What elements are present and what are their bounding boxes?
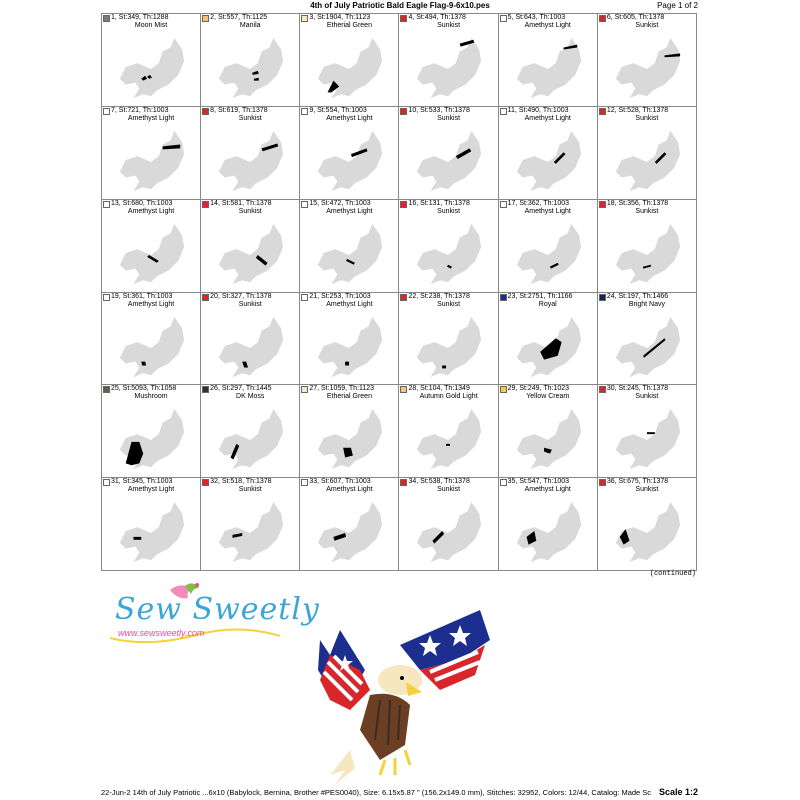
thread-name: Amethyst Light	[326, 300, 373, 308]
thread-name: Manila	[239, 22, 261, 29]
color-stop-cell	[598, 385, 697, 478]
stop-info: 3, St:1904, Th:1123	[309, 14, 371, 21]
thread-name: Sunkist	[437, 207, 461, 215]
color-sequence-grid	[101, 13, 697, 571]
stop-info: 34, St:538, Th:1378	[408, 478, 470, 486]
eagle-silhouette	[213, 496, 287, 568]
stop-info: 28, St:104, Th:1349	[408, 385, 470, 393]
color-stop-cell	[201, 200, 300, 293]
thread-color-swatch	[400, 201, 407, 208]
thread-name: Amethyst Light	[127, 207, 175, 215]
thread-color-swatch	[202, 108, 209, 115]
thread-color-swatch	[400, 386, 407, 393]
scale-label: Scale 1:2	[658, 787, 698, 797]
color-stop-cell	[300, 478, 399, 571]
thread-name: Amethyst Light	[524, 114, 571, 122]
stop-info: 21, St:253, Th:1003	[309, 292, 371, 300]
eagle-design-preview	[310, 600, 500, 790]
color-stop-cell	[300, 107, 399, 200]
eagle-silhouette	[610, 32, 684, 104]
thread-name: Sunkist	[635, 22, 659, 29]
stop-info: 5, St:643, Th:1003	[507, 14, 566, 21]
logo-brand: Sew Sweetly	[115, 592, 320, 627]
color-stop-cell	[201, 385, 300, 478]
thread-name: Amethyst Light	[326, 114, 373, 122]
eagle-silhouette	[411, 311, 485, 383]
thread-color-swatch	[301, 479, 308, 486]
eagle-silhouette	[411, 125, 485, 197]
thread-name: Sunkist	[635, 207, 659, 215]
thread-color-swatch	[301, 15, 308, 22]
eagle-silhouette	[213, 403, 287, 475]
color-stop-cell	[399, 385, 498, 478]
color-stop-cell	[399, 200, 498, 293]
thread-name: Amethyst Light	[127, 300, 175, 308]
eagle-silhouette	[610, 311, 684, 383]
eagle-silhouette	[114, 311, 188, 383]
color-stop-cell	[499, 385, 598, 478]
color-stop-cell	[399, 107, 498, 200]
stop-info: 30, St:245, Th:1378	[606, 385, 669, 393]
stitch-region	[647, 433, 655, 435]
thread-color-swatch	[599, 15, 606, 22]
thread-name: Amethyst Light	[326, 486, 373, 494]
thread-color-swatch	[400, 15, 407, 22]
thread-name: Autumn Gold Light	[419, 393, 478, 401]
eagle-silhouette	[511, 125, 585, 197]
eagle-silhouette	[312, 32, 386, 104]
color-stop-cell	[399, 293, 498, 386]
stop-info: 6, St:605, Th:1378	[606, 14, 665, 21]
stop-info: 18, St:356, Th:1378	[606, 199, 669, 207]
stop-info: 22, St:238, Th:1378	[408, 292, 470, 300]
thread-name: Bright Navy	[628, 300, 665, 308]
thread-color-swatch	[202, 15, 209, 22]
stop-info: 26, St:297, Th:1445	[210, 385, 272, 393]
thread-name: Sunkist	[635, 114, 659, 122]
eagle-silhouette	[114, 32, 188, 104]
stop-info: 25, St:5093, Th:1058	[111, 385, 177, 393]
logo-url: www.sewsweetly.com	[118, 628, 205, 638]
thread-name: Sunkist	[437, 300, 461, 308]
thread-name: Sunkist	[635, 486, 659, 494]
document-title: 4th of July Patriotic Bald Eagle Flag-9-6x10.pes	[310, 1, 490, 10]
thread-name: Sunkist	[635, 393, 659, 401]
color-stop-cell	[499, 107, 598, 200]
color-stop-cell	[102, 385, 201, 478]
thread-color-swatch	[202, 201, 209, 208]
color-stop-cell	[201, 107, 300, 200]
color-stop-cell	[598, 107, 697, 200]
thread-color-swatch	[500, 108, 507, 115]
thread-name: Etherial Green	[326, 393, 372, 401]
color-stop-cell	[102, 293, 201, 386]
thread-name: Sunkist	[238, 207, 262, 215]
stop-info: 33, St:607, Th:1003	[309, 478, 371, 486]
thread-color-swatch	[599, 294, 606, 301]
thread-name: Amethyst Light	[524, 486, 571, 494]
thread-name: Sunkist	[238, 114, 262, 122]
thread-color-swatch	[500, 15, 507, 22]
thread-name: Amethyst Light	[127, 114, 175, 122]
eagle-silhouette	[114, 403, 188, 475]
eagle-silhouette	[312, 403, 386, 475]
stop-info: 7, St:721, Th:1003	[111, 106, 169, 114]
stop-info: 2, St:557, Th:1125	[210, 14, 268, 21]
footer-info: 22-Jun-2 14th of July Patriotic ...6x10 (Babylock, Bernina, Brother #PES0040), Size: 6.15x5.87 " (156.2x149.0 mm), Stitches: 32952, Colors: 12/44, Catalog: Made Sc	[101, 788, 652, 797]
eagle-silhouette	[312, 311, 386, 383]
stop-info: 29, St:249, Th:1023	[507, 385, 570, 393]
stop-info: 1, St:349, Th:1288	[111, 14, 169, 21]
color-stop-cell	[499, 293, 598, 386]
thread-color-swatch	[103, 386, 110, 393]
eagle-silhouette	[411, 32, 485, 104]
thread-name: Mushroom	[134, 393, 168, 401]
eagle-silhouette	[610, 125, 684, 197]
thread-name: DK Moss	[236, 393, 265, 401]
thread-color-swatch	[599, 108, 606, 115]
thread-color-swatch	[301, 294, 308, 301]
thread-name: Sunkist	[238, 486, 262, 494]
thread-name: Amethyst Light	[524, 207, 571, 215]
thread-color-swatch	[301, 108, 308, 115]
stop-info: 19, St:361, Th:1003	[111, 292, 173, 300]
stop-info: 23, St:2751, Th:1166	[507, 292, 573, 300]
color-stop-cell	[499, 14, 598, 107]
stop-info: 10, St:533, Th:1378	[408, 106, 470, 114]
color-stop-cell	[598, 200, 697, 293]
thread-name: Royal	[538, 300, 557, 308]
eagle-silhouette	[411, 403, 485, 475]
stop-info: 15, St:472, Th:1003	[309, 199, 371, 207]
eagle-silhouette	[312, 496, 386, 568]
color-stop-cell	[598, 478, 697, 571]
thread-color-swatch	[103, 479, 110, 486]
color-stop-cell	[399, 478, 498, 571]
stop-info: 12, St:528, Th:1378	[606, 106, 669, 114]
color-stop-cell	[399, 14, 498, 107]
stop-info: 14, St:581, Th:1378	[210, 199, 272, 207]
eagle-silhouette	[511, 496, 585, 568]
eagle-silhouette	[511, 32, 585, 104]
thread-color-swatch	[500, 201, 507, 208]
eagle-silhouette	[411, 496, 485, 568]
stop-info: 20, St:327, Th:1378	[210, 292, 272, 300]
thread-color-swatch	[202, 386, 209, 393]
color-stop-cell	[201, 478, 300, 571]
color-stop-cell	[300, 293, 399, 386]
stop-info: 16, St:131, Th:1378	[408, 199, 470, 207]
thread-color-swatch	[103, 294, 110, 301]
thread-name: Yellow Cream	[526, 393, 570, 401]
thread-color-swatch	[400, 108, 407, 115]
eagle-silhouette	[411, 218, 485, 290]
thread-color-swatch	[500, 386, 507, 393]
page-number: Page 1 of 2	[657, 1, 698, 10]
stitch-region	[447, 444, 451, 446]
eagle-silhouette	[312, 218, 386, 290]
eagle-silhouette	[511, 311, 585, 383]
color-stop-cell	[300, 14, 399, 107]
thread-color-swatch	[202, 479, 209, 486]
thread-color-swatch	[103, 15, 110, 22]
continued-label: (continued)	[649, 570, 696, 578]
thread-name: Sunkist	[437, 114, 461, 122]
eagle-silhouette	[114, 218, 188, 290]
eagle-silhouette	[610, 496, 684, 568]
thread-name: Moon Mist	[134, 22, 168, 29]
eagle-silhouette	[213, 311, 287, 383]
stop-info: 9, St:554, Th:1003	[309, 106, 367, 114]
thread-color-swatch	[500, 479, 507, 486]
stitch-region	[345, 361, 349, 365]
eagle-silhouette	[213, 32, 287, 104]
thread-color-swatch	[400, 294, 407, 301]
stop-info: 8, St:619, Th:1378	[210, 106, 268, 114]
stop-info: 31, St:345, Th:1003	[111, 478, 173, 486]
thread-name: Sunkist	[437, 22, 461, 29]
color-stop-cell	[499, 200, 598, 293]
color-stop-cell	[499, 478, 598, 571]
stop-info: 17, St:362, Th:1003	[507, 199, 570, 207]
thread-color-swatch	[301, 201, 308, 208]
eagle-silhouette	[610, 218, 684, 290]
color-stop-cell	[300, 200, 399, 293]
thread-color-swatch	[103, 201, 110, 208]
stitch-region	[443, 365, 447, 368]
color-stop-cell	[102, 14, 201, 107]
stop-info: 27, St:1059, Th:1123	[309, 385, 375, 393]
color-stop-cell	[300, 385, 399, 478]
thread-color-swatch	[599, 201, 606, 208]
thread-name: Sunkist	[238, 300, 262, 308]
stop-info: 11, St:490, Th:1003	[507, 106, 569, 114]
thread-color-swatch	[599, 479, 606, 486]
eagle-silhouette	[213, 125, 287, 197]
thread-name: Etherial Green	[326, 22, 372, 29]
stop-info: 32, St:518, Th:1378	[210, 478, 272, 486]
eagle-silhouette	[610, 403, 684, 475]
thread-color-swatch	[599, 386, 606, 393]
stop-info: 24, St:197, Th:1466	[606, 292, 669, 300]
color-stop-cell	[102, 107, 201, 200]
color-stop-cell	[102, 478, 201, 571]
stop-info: 36, St:675, Th:1378	[606, 478, 669, 486]
eagle-silhouette	[312, 125, 386, 197]
thread-name: Amethyst Light	[127, 486, 175, 494]
thread-name: Amethyst Light	[326, 207, 373, 215]
stop-info: 13, St:680, Th:1003	[111, 199, 173, 207]
color-stop-cell	[102, 200, 201, 293]
eagle-silhouette	[114, 125, 188, 197]
eagle-silhouette	[511, 218, 585, 290]
thread-color-swatch	[500, 294, 507, 301]
color-stop-cell	[598, 293, 697, 386]
color-stop-cell	[201, 14, 300, 107]
thread-color-swatch	[103, 108, 110, 115]
stop-info: 4, St:494, Th:1378	[408, 14, 466, 21]
color-stop-cell	[201, 293, 300, 386]
thread-color-swatch	[301, 386, 308, 393]
color-stop-cell	[598, 14, 697, 107]
thread-name: Sunkist	[437, 486, 461, 494]
stop-info: 35, St:547, Th:1003	[507, 478, 570, 486]
thread-color-swatch	[202, 294, 209, 301]
eagle-silhouette	[114, 496, 188, 568]
thread-color-swatch	[400, 479, 407, 486]
stitch-region	[133, 537, 141, 540]
thread-name: Amethyst Light	[524, 22, 571, 29]
eagle-silhouette	[213, 218, 287, 290]
eagle-silhouette	[511, 403, 585, 475]
